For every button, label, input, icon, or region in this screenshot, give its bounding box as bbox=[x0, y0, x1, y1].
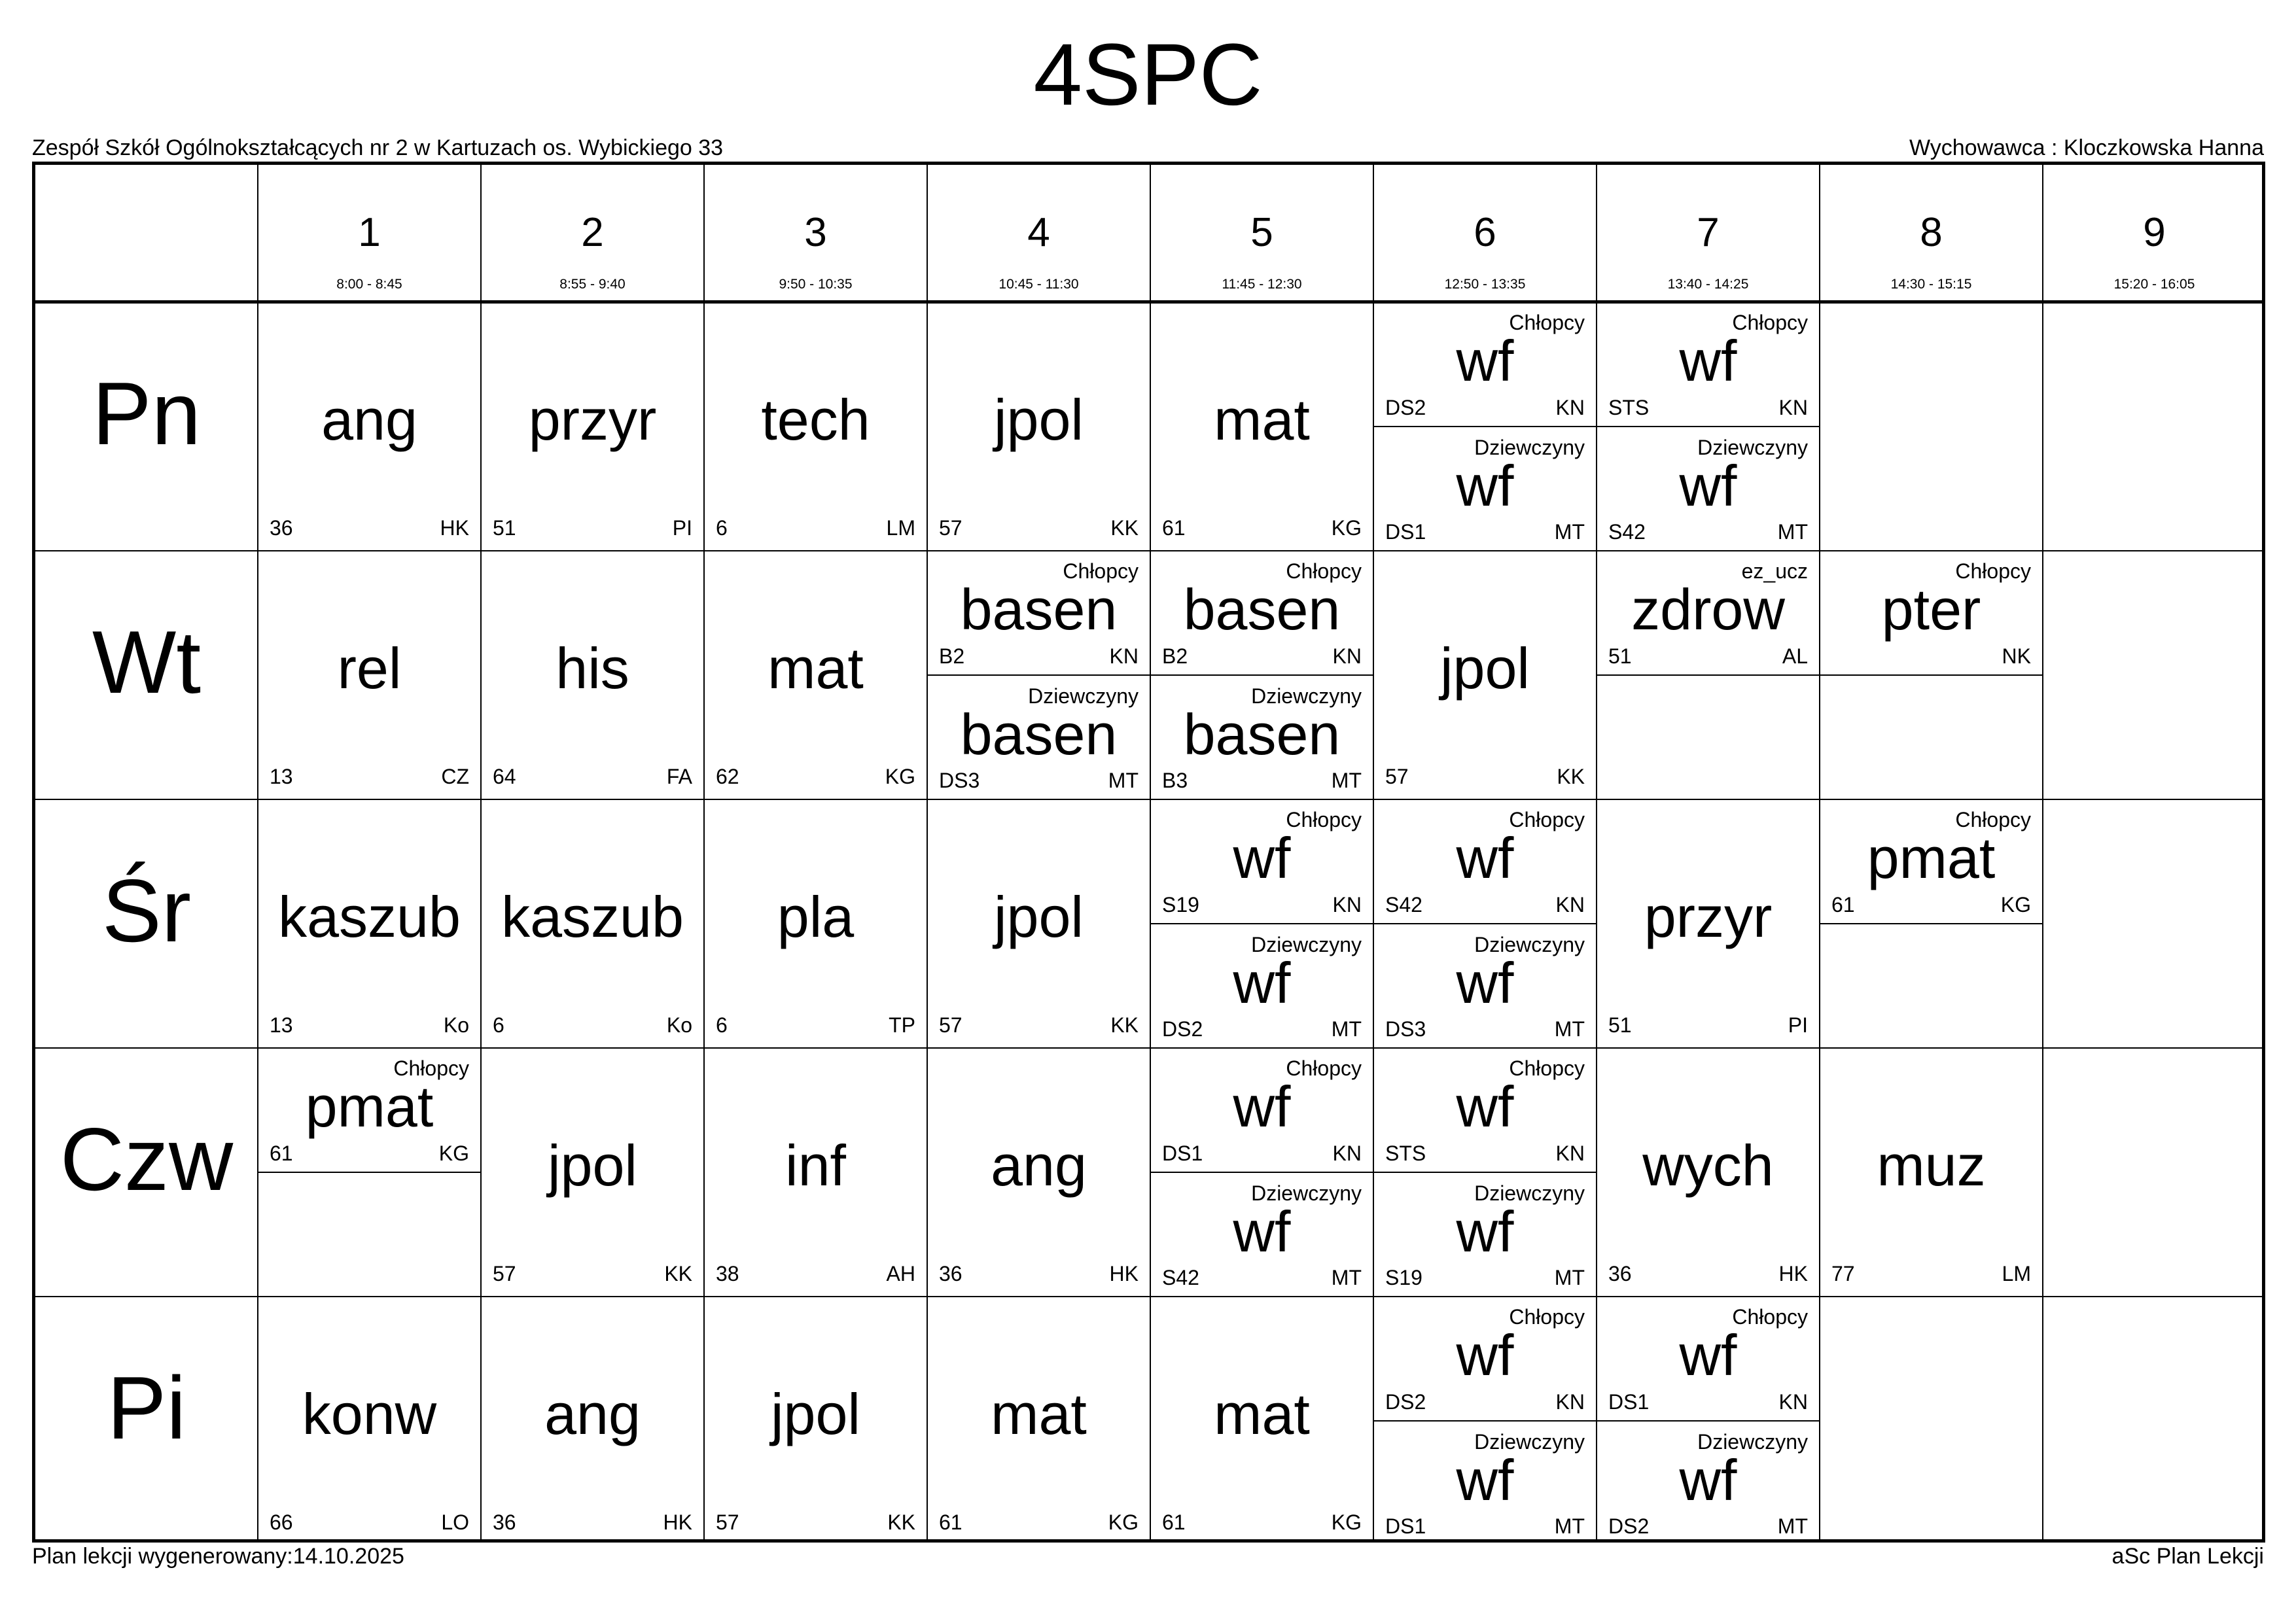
lesson-group: Chłopcy bbox=[1732, 1305, 1808, 1329]
lesson-cell bbox=[1597, 551, 1820, 675]
lesson-teacher: FA bbox=[666, 765, 692, 788]
period-header bbox=[1597, 165, 1820, 302]
lesson-subject: wf bbox=[1679, 453, 1737, 518]
lesson-teacher: HK bbox=[1778, 1262, 1808, 1285]
day-label bbox=[35, 551, 258, 799]
lesson-subject: wf bbox=[1679, 1323, 1737, 1387]
lesson-group: Dziewczyny bbox=[1251, 684, 1362, 708]
day-name: Śr bbox=[102, 861, 191, 960]
lesson-cell bbox=[1373, 1297, 1597, 1421]
period-time: 9:50 - 10:35 bbox=[779, 277, 853, 292]
lesson-cell bbox=[258, 551, 481, 799]
lesson-room: 57 bbox=[1385, 765, 1409, 788]
lesson-room: STS bbox=[1385, 1142, 1426, 1165]
lesson-cell bbox=[1150, 799, 1373, 924]
lesson-cell bbox=[481, 799, 704, 1048]
lesson-group: Dziewczyny bbox=[1474, 933, 1585, 956]
lesson-room: 61 bbox=[270, 1142, 293, 1165]
lesson-cell bbox=[1373, 302, 1597, 427]
lesson-subject: konw bbox=[302, 1382, 437, 1446]
lesson-room: DS2 bbox=[1385, 1390, 1426, 1414]
lesson-cell bbox=[927, 674, 1150, 799]
lesson-room: DS3 bbox=[939, 769, 980, 792]
lesson-subject: wf bbox=[1456, 826, 1514, 890]
lesson-cell bbox=[481, 1048, 704, 1297]
lesson-group: Chłopcy bbox=[1509, 808, 1585, 831]
app-name: aSc Plan Lekcji bbox=[2111, 1544, 2264, 1569]
lesson-teacher: KN bbox=[1555, 396, 1585, 419]
period-time: 11:45 - 12:30 bbox=[1222, 277, 1302, 292]
lesson-room: S42 bbox=[1608, 520, 1646, 544]
lesson-subject: pla bbox=[777, 884, 855, 949]
period-number: 3 bbox=[804, 210, 827, 255]
lesson-group: Chłopcy bbox=[1509, 1056, 1585, 1080]
lesson-cell bbox=[704, 1048, 927, 1297]
period-time: 12:50 - 13:35 bbox=[1444, 277, 1526, 292]
period-header bbox=[1150, 165, 1373, 302]
lesson-teacher: HK bbox=[440, 516, 469, 540]
lesson-room: B3 bbox=[1162, 769, 1188, 792]
lesson-cell bbox=[481, 1297, 704, 1545]
generated-date: Plan lekcji wygenerowany:14.10.2025 bbox=[32, 1544, 404, 1569]
lesson-subject: zdrow bbox=[1631, 577, 1785, 642]
lesson-room: DS3 bbox=[1385, 1017, 1426, 1041]
lesson-subject: pmat bbox=[305, 1074, 434, 1139]
lesson-subject: muz bbox=[1877, 1133, 1986, 1198]
period-number: 7 bbox=[1697, 210, 1720, 255]
lesson-room: S42 bbox=[1385, 893, 1422, 916]
lesson-subject: basen bbox=[960, 577, 1118, 642]
lesson-cell bbox=[1597, 426, 1820, 551]
lesson-group: Chłopcy bbox=[1732, 311, 1808, 334]
lesson-cell bbox=[258, 1297, 481, 1545]
period-header bbox=[704, 165, 927, 302]
lesson-room: 13 bbox=[270, 1013, 293, 1037]
lesson-teacher: KN bbox=[1555, 893, 1585, 916]
period-header bbox=[927, 165, 1150, 302]
lesson-cell bbox=[1597, 799, 1820, 1048]
day-name: Wt bbox=[92, 612, 202, 712]
split-divider bbox=[1820, 923, 2043, 924]
lesson-teacher: MT bbox=[1554, 1514, 1585, 1538]
lesson-subject: tech bbox=[761, 387, 870, 452]
lesson-subject: pter bbox=[1881, 577, 1981, 642]
lesson-cell bbox=[1150, 1172, 1373, 1297]
period-header bbox=[258, 165, 481, 302]
lesson-teacher: AL bbox=[1782, 644, 1808, 668]
lesson-group: Chłopcy bbox=[1286, 1056, 1362, 1080]
lesson-teacher: KK bbox=[1557, 765, 1585, 788]
lesson-room: 77 bbox=[1831, 1262, 1855, 1285]
lesson-room: DS1 bbox=[1385, 1514, 1426, 1538]
lesson-cell bbox=[258, 1048, 481, 1172]
lesson-room: 57 bbox=[493, 1262, 516, 1285]
lesson-cell bbox=[481, 551, 704, 799]
lesson-teacher: KK bbox=[887, 1510, 915, 1534]
lesson-cell bbox=[1150, 674, 1373, 799]
lesson-room: 57 bbox=[716, 1510, 739, 1534]
day-name: Pn bbox=[92, 364, 202, 463]
lesson-subject: ang bbox=[544, 1382, 641, 1446]
lesson-teacher: KN bbox=[1778, 396, 1808, 419]
lesson-teacher: KN bbox=[1555, 1142, 1585, 1165]
lesson-subject: kaszub bbox=[501, 884, 684, 949]
lesson-cell bbox=[1597, 1297, 1820, 1421]
lesson-room: DS2 bbox=[1385, 396, 1426, 419]
lesson-teacher: MT bbox=[1331, 769, 1362, 792]
lesson-teacher: KK bbox=[664, 1262, 692, 1285]
lesson-room: 57 bbox=[939, 516, 963, 540]
lesson-teacher: KN bbox=[1332, 1142, 1362, 1165]
lesson-teacher: MT bbox=[1554, 520, 1585, 544]
lesson-group: Chłopcy bbox=[1286, 559, 1362, 583]
lesson-room: 61 bbox=[939, 1510, 963, 1534]
lesson-teacher: LM bbox=[886, 516, 915, 540]
lesson-subject: wf bbox=[1233, 951, 1291, 1015]
lesson-room: 6 bbox=[493, 1013, 504, 1037]
lesson-group: Dziewczyny bbox=[1474, 1430, 1585, 1454]
lesson-room: 61 bbox=[1162, 1510, 1186, 1534]
lesson-cell bbox=[258, 799, 481, 1048]
lesson-group: Dziewczyny bbox=[1251, 1181, 1362, 1205]
period-header bbox=[1373, 165, 1597, 302]
lesson-room: 62 bbox=[716, 765, 739, 788]
lesson-cell bbox=[704, 302, 927, 551]
lesson-subject: wych bbox=[1642, 1133, 1774, 1198]
lesson-subject: jpol bbox=[548, 1133, 637, 1198]
lesson-teacher: KG bbox=[1108, 1510, 1139, 1534]
lesson-teacher: KG bbox=[1331, 516, 1362, 540]
lesson-teacher: KG bbox=[2000, 893, 2031, 916]
lesson-subject: wf bbox=[1233, 826, 1291, 890]
lesson-subject: jpol bbox=[994, 884, 1084, 949]
lesson-teacher: AH bbox=[886, 1262, 915, 1285]
lesson-subject: mat bbox=[768, 636, 864, 701]
lesson-cell bbox=[927, 799, 1150, 1048]
timetable-grid bbox=[32, 162, 2265, 1543]
lesson-group: Dziewczyny bbox=[1474, 436, 1585, 459]
day-label bbox=[35, 302, 258, 551]
lesson-cell bbox=[1150, 1297, 1373, 1545]
lesson-subject: pmat bbox=[1867, 826, 1996, 890]
period-number: 4 bbox=[1027, 210, 1050, 255]
lesson-cell bbox=[1597, 1048, 1820, 1297]
lesson-room: B2 bbox=[1162, 644, 1188, 668]
lesson-subject: basen bbox=[1183, 577, 1341, 642]
lesson-subject: wf bbox=[1233, 1074, 1291, 1139]
lesson-teacher: TP bbox=[889, 1013, 915, 1037]
lesson-group: Chłopcy bbox=[1286, 808, 1362, 831]
lesson-teacher: MT bbox=[1554, 1017, 1585, 1041]
lesson-room: 61 bbox=[1162, 516, 1186, 540]
lesson-subject: wf bbox=[1456, 1199, 1514, 1264]
lesson-group: Dziewczyny bbox=[1028, 684, 1139, 708]
lesson-room: 36 bbox=[1608, 1262, 1632, 1285]
period-time: 14:30 - 15:15 bbox=[1890, 277, 1972, 292]
lesson-cell bbox=[481, 302, 704, 551]
period-header bbox=[2043, 165, 2266, 302]
lesson-room: 51 bbox=[1608, 644, 1632, 668]
lesson-group: Chłopcy bbox=[1955, 559, 2031, 583]
lesson-group: Dziewczyny bbox=[1474, 1181, 1585, 1205]
lesson-teacher: KN bbox=[1555, 1390, 1585, 1414]
lesson-group: Chłopcy bbox=[1063, 559, 1139, 583]
lesson-teacher: HK bbox=[663, 1510, 692, 1534]
lesson-teacher: CZ bbox=[441, 765, 469, 788]
split-divider bbox=[1820, 674, 2043, 676]
lesson-subject: mat bbox=[991, 1382, 1087, 1446]
lesson-group: Dziewczyny bbox=[1251, 933, 1362, 956]
lesson-teacher: KN bbox=[1109, 644, 1139, 668]
lesson-cell bbox=[258, 302, 481, 551]
lesson-subject: wf bbox=[1679, 1448, 1737, 1512]
lesson-room: 36 bbox=[493, 1510, 516, 1534]
lesson-group: ez_ucz bbox=[1741, 559, 1808, 583]
lesson-teacher: KN bbox=[1332, 893, 1362, 916]
lesson-cell bbox=[1820, 551, 2043, 675]
class-tutor: Wychowawca : Kloczkowska Hanna bbox=[1909, 135, 2264, 160]
lesson-teacher: Ko bbox=[443, 1013, 469, 1037]
lesson-room: S19 bbox=[1162, 893, 1199, 916]
lesson-subject: kaszub bbox=[278, 884, 461, 949]
lesson-teacher: KN bbox=[1778, 1390, 1808, 1414]
day-name: Pi bbox=[107, 1358, 186, 1457]
lesson-subject: rel bbox=[337, 636, 402, 701]
lesson-room: B2 bbox=[939, 644, 965, 668]
lesson-subject: wf bbox=[1456, 1323, 1514, 1387]
period-header bbox=[481, 165, 704, 302]
split-divider bbox=[258, 1172, 481, 1173]
lesson-teacher: LO bbox=[441, 1510, 469, 1534]
lesson-cell bbox=[1373, 1420, 1597, 1545]
lesson-teacher: MT bbox=[1777, 520, 1808, 544]
period-time: 10:45 - 11:30 bbox=[998, 277, 1079, 292]
lesson-room: 36 bbox=[939, 1262, 963, 1285]
lesson-cell bbox=[1373, 1172, 1597, 1297]
lesson-room: 6 bbox=[716, 516, 728, 540]
period-time: 8:00 - 8:45 bbox=[336, 277, 402, 292]
lesson-subject: ang bbox=[321, 387, 417, 452]
lesson-subject: mat bbox=[1214, 387, 1310, 452]
period-number: 9 bbox=[2143, 210, 2166, 255]
period-number: 8 bbox=[1920, 210, 1943, 255]
lesson-cell bbox=[1150, 302, 1373, 551]
lesson-cell bbox=[1373, 426, 1597, 551]
lesson-teacher: KG bbox=[438, 1142, 469, 1165]
period-time: 15:20 - 16:05 bbox=[2113, 277, 2195, 292]
lesson-subject: jpol bbox=[994, 387, 1084, 452]
lesson-subject: wf bbox=[1456, 1074, 1514, 1139]
lesson-subject: wf bbox=[1456, 1448, 1514, 1512]
lesson-teacher: NK bbox=[2002, 644, 2031, 668]
lesson-subject: ang bbox=[991, 1133, 1087, 1198]
lesson-subject: basen bbox=[1183, 702, 1341, 767]
lesson-room: 66 bbox=[270, 1510, 293, 1534]
lesson-cell bbox=[927, 1048, 1150, 1297]
lesson-cell bbox=[1373, 551, 1597, 799]
lesson-teacher: KG bbox=[1331, 1510, 1362, 1534]
lesson-room: 51 bbox=[493, 516, 516, 540]
lesson-cell bbox=[927, 551, 1150, 675]
lesson-group: Chłopcy bbox=[1509, 311, 1585, 334]
lesson-subject: wf bbox=[1456, 328, 1514, 393]
day-label bbox=[35, 1048, 258, 1297]
lesson-teacher: MT bbox=[1777, 1514, 1808, 1538]
lesson-room: STS bbox=[1608, 396, 1650, 419]
lesson-teacher: HK bbox=[1109, 1262, 1139, 1285]
lesson-teacher: KK bbox=[1110, 1013, 1139, 1037]
period-time: 13:40 - 14:25 bbox=[1667, 277, 1749, 292]
lesson-group: Chłopcy bbox=[393, 1056, 469, 1080]
day-label bbox=[35, 1297, 258, 1545]
lesson-subject: wf bbox=[1233, 1199, 1291, 1264]
lesson-subject: his bbox=[556, 636, 629, 701]
lesson-teacher: MT bbox=[1331, 1017, 1362, 1041]
lesson-subject: przyr bbox=[528, 387, 657, 452]
lesson-subject: przyr bbox=[1644, 884, 1773, 949]
lesson-room: S42 bbox=[1162, 1266, 1199, 1289]
school-name: Zespół Szkół Ogólnokształcących nr 2 w Kartuzach os. Wybickiego 33 bbox=[32, 135, 724, 160]
lesson-room: 6 bbox=[716, 1013, 728, 1037]
lesson-room: 51 bbox=[1608, 1013, 1632, 1037]
period-number: 1 bbox=[358, 210, 381, 255]
lesson-room: 13 bbox=[270, 765, 293, 788]
lesson-cell bbox=[1150, 551, 1373, 675]
period-time: 8:55 - 9:40 bbox=[559, 277, 626, 292]
lesson-group: Chłopcy bbox=[1955, 808, 2031, 831]
lesson-cell bbox=[1150, 1048, 1373, 1172]
period-number: 5 bbox=[1250, 210, 1273, 255]
period-number: 6 bbox=[1474, 210, 1496, 255]
lesson-subject: inf bbox=[785, 1133, 846, 1198]
lesson-room: DS2 bbox=[1608, 1514, 1650, 1538]
lesson-cell bbox=[704, 1297, 927, 1545]
lesson-group: Dziewczyny bbox=[1697, 436, 1808, 459]
lesson-room: S19 bbox=[1385, 1266, 1422, 1289]
lesson-room: DS1 bbox=[1608, 1390, 1650, 1414]
lesson-teacher: LM bbox=[2002, 1262, 2031, 1285]
lesson-group: Dziewczyny bbox=[1697, 1430, 1808, 1454]
lesson-subject: wf bbox=[1456, 453, 1514, 518]
timetable-title: 4SPC bbox=[1033, 26, 1263, 124]
lesson-cell bbox=[1820, 799, 2043, 924]
lesson-teacher: PI bbox=[672, 516, 692, 540]
split-divider bbox=[1597, 674, 1820, 676]
lesson-subject: jpol bbox=[1440, 636, 1530, 701]
lesson-cell bbox=[927, 1297, 1150, 1545]
lesson-cell bbox=[1597, 1420, 1820, 1545]
lesson-subject: basen bbox=[960, 702, 1118, 767]
lesson-room: 57 bbox=[939, 1013, 963, 1037]
lesson-room: 36 bbox=[270, 516, 293, 540]
lesson-teacher: MT bbox=[1108, 769, 1139, 792]
lesson-cell bbox=[1150, 923, 1373, 1048]
lesson-cell bbox=[1820, 1048, 2043, 1297]
lesson-room: DS1 bbox=[1162, 1142, 1203, 1165]
lesson-room: DS2 bbox=[1162, 1017, 1203, 1041]
lesson-room: 38 bbox=[716, 1262, 739, 1285]
lesson-cell bbox=[1373, 1048, 1597, 1172]
lesson-room: DS1 bbox=[1385, 520, 1426, 544]
lesson-subject: wf bbox=[1456, 951, 1514, 1015]
lesson-cell bbox=[927, 302, 1150, 551]
lesson-teacher: Ko bbox=[666, 1013, 692, 1037]
lesson-subject: mat bbox=[1214, 1382, 1310, 1446]
period-header bbox=[1820, 165, 2043, 302]
lesson-room: 61 bbox=[1831, 893, 1855, 916]
lesson-teacher: KN bbox=[1332, 644, 1362, 668]
lesson-cell bbox=[1373, 799, 1597, 924]
lesson-cell bbox=[704, 799, 927, 1048]
lesson-subject: wf bbox=[1679, 328, 1737, 393]
lesson-cell bbox=[1373, 923, 1597, 1048]
lesson-teacher: KG bbox=[885, 765, 915, 788]
lesson-teacher: MT bbox=[1554, 1266, 1585, 1289]
lesson-subject: jpol bbox=[771, 1382, 860, 1446]
lesson-teacher: KK bbox=[1110, 516, 1139, 540]
lesson-room: 64 bbox=[493, 765, 516, 788]
lesson-teacher: PI bbox=[1788, 1013, 1808, 1037]
lesson-group: Chłopcy bbox=[1509, 1305, 1585, 1329]
day-name: Czw bbox=[60, 1109, 234, 1209]
period-number: 2 bbox=[581, 210, 604, 255]
day-label bbox=[35, 799, 258, 1048]
lesson-teacher: MT bbox=[1331, 1266, 1362, 1289]
lesson-cell bbox=[1597, 302, 1820, 427]
lesson-cell bbox=[704, 551, 927, 799]
